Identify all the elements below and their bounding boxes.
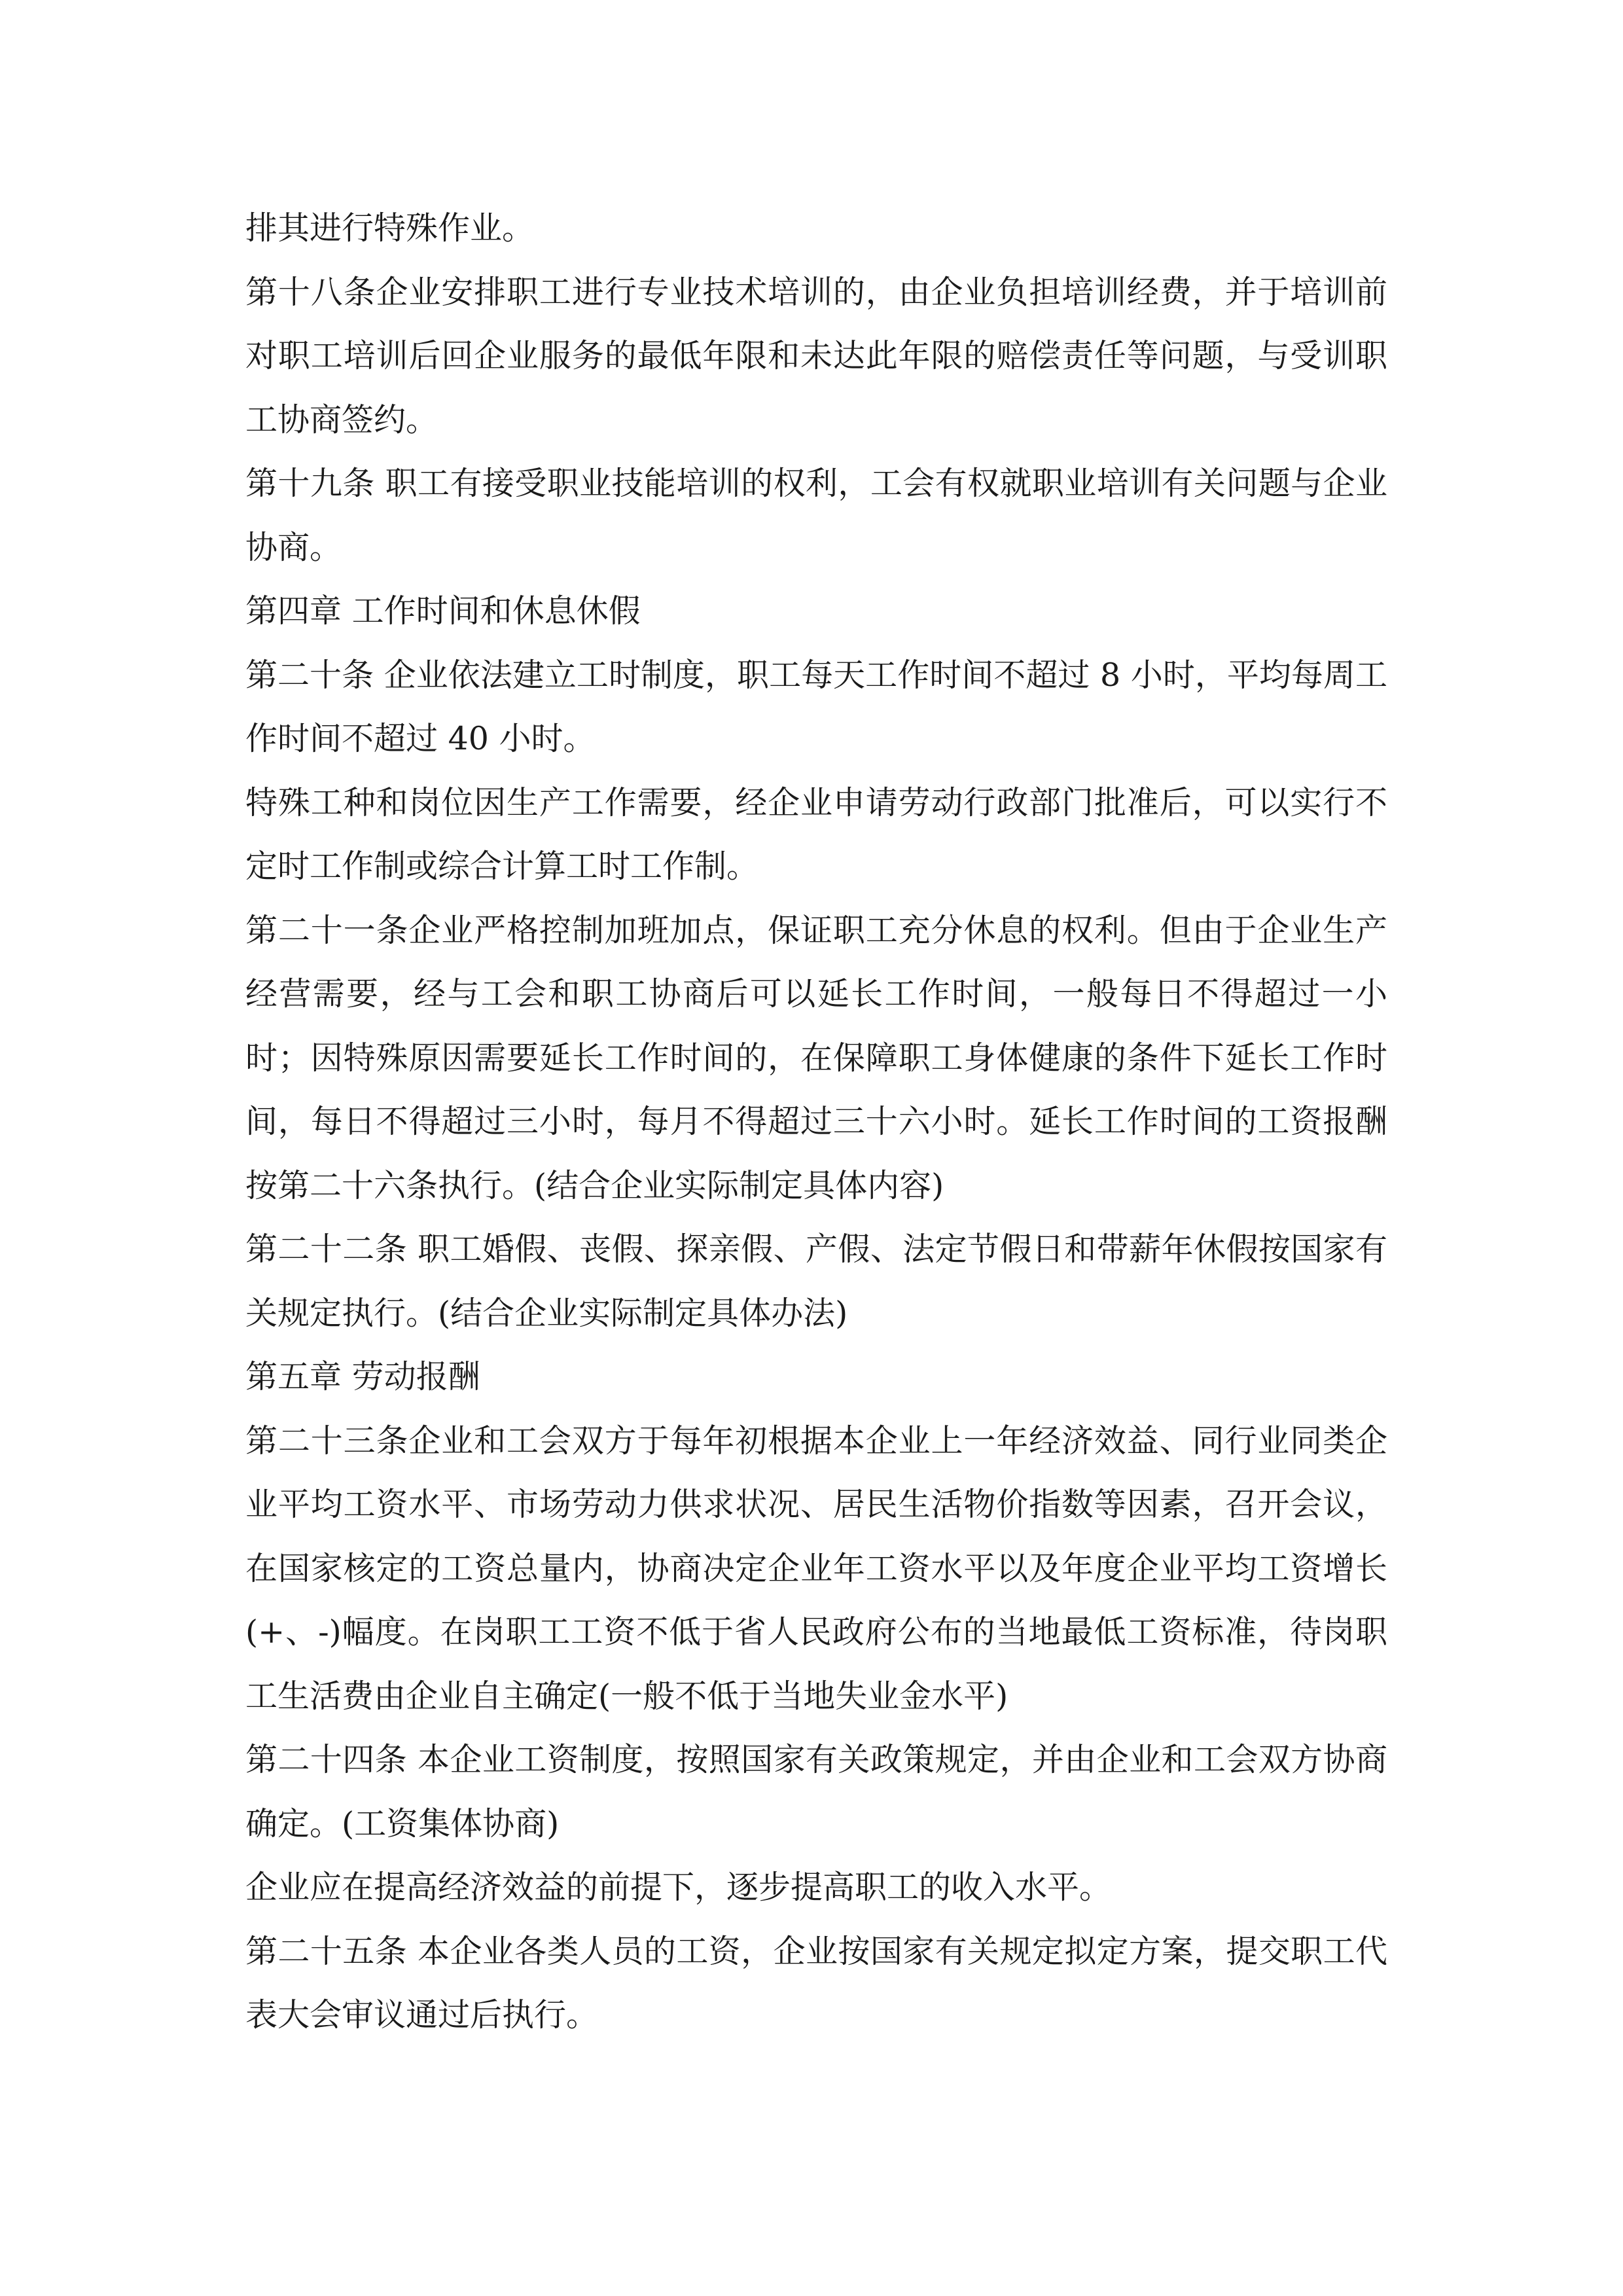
paragraph-article-19: 第十九条 职工有接受职业技能培训的权利，工会有权就职业培训有关问题与企业协商。 (245, 465, 1387, 566)
paragraph-special-work-hours: 特殊工种和岗位因生产工作需要，经企业申请劳动行政部门批准后，可以实行不定时工作制或综合计算工时工作制。 (245, 783, 1387, 885)
chapter-heading-5: 第五章 劳动报酬 (245, 1358, 480, 1395)
paragraph-article-22: 第二十二条 职工婚假、丧假、探亲假、产假、法定节假日和带薪年休假按国家有关规定执行。(结合企业实际制定具体办法) (245, 1230, 1387, 1332)
paragraph-article-18: 第十八条企业安排职工进行专业技术培训的，由企业负担培训经费，并于培训前对职工培训后回企业服务的最低年限和未达此年限的赔偿责任等问题，与受训职工协商签约。 (245, 273, 1387, 439)
chapter-heading-4: 第四章 工作时间和休息休假 (245, 592, 641, 630)
paragraph-article-25: 第二十五条 本企业各类人员的工资，企业按国家有关规定拟定方案，提交职工代表大会审议通过后执行。 (245, 1932, 1387, 2034)
document-body (245, 196, 1387, 2047)
paragraph-article-23: 第二十三条企业和工会双方于每年初根据本企业上一年经济效益、同行业同类企业平均工资水平、市场劳动力供求状况、居民生活物价指数等因素，召开会议，在国家核定的工资总量内，协商决定企业年工资水平以及年度企业平均工资增长(+、-)幅度。在岗职工工资不低于省人民政府公布的当地最低工资标准，待岗职工生活费由企业自主确定(一般不低于当地失业金水平) (245, 1422, 1387, 1715)
paragraph-article-21: 第二十一条企业严格控制加班加点，保证职工充分休息的权利。但由于企业生产经营需要，经与工会和职工协商后可以延长工作时间，一般每日不得超过一小时；因特殊原因需要延长工作时间的，在保障职工身体健康的条件下延长工作时间，每日不得超过三小时，每月不得超过三十六小时。延长工作时间的工资报酬按第二十六条执行。(结合企业实际制定具体内容) (245, 911, 1387, 1204)
paragraph-article-24: 第二十四条 本企业工资制度，按照国家有关政策规定，并由企业和工会双方协商确定。(工资集体协商) (245, 1741, 1387, 1842)
paragraph-continuation-special-work: 排其进行特殊作业。 (245, 209, 535, 247)
paragraph-income-improvement: 企业应在提高经济效益的前提下，逐步提高职工的收入水平。 (245, 1869, 1112, 1906)
paragraph-article-20: 第二十条 企业依法建立工时制度，职工每天工作时间不超过 8 小时，平均每周工作时间不超过 40 小时。 (245, 656, 1387, 757)
